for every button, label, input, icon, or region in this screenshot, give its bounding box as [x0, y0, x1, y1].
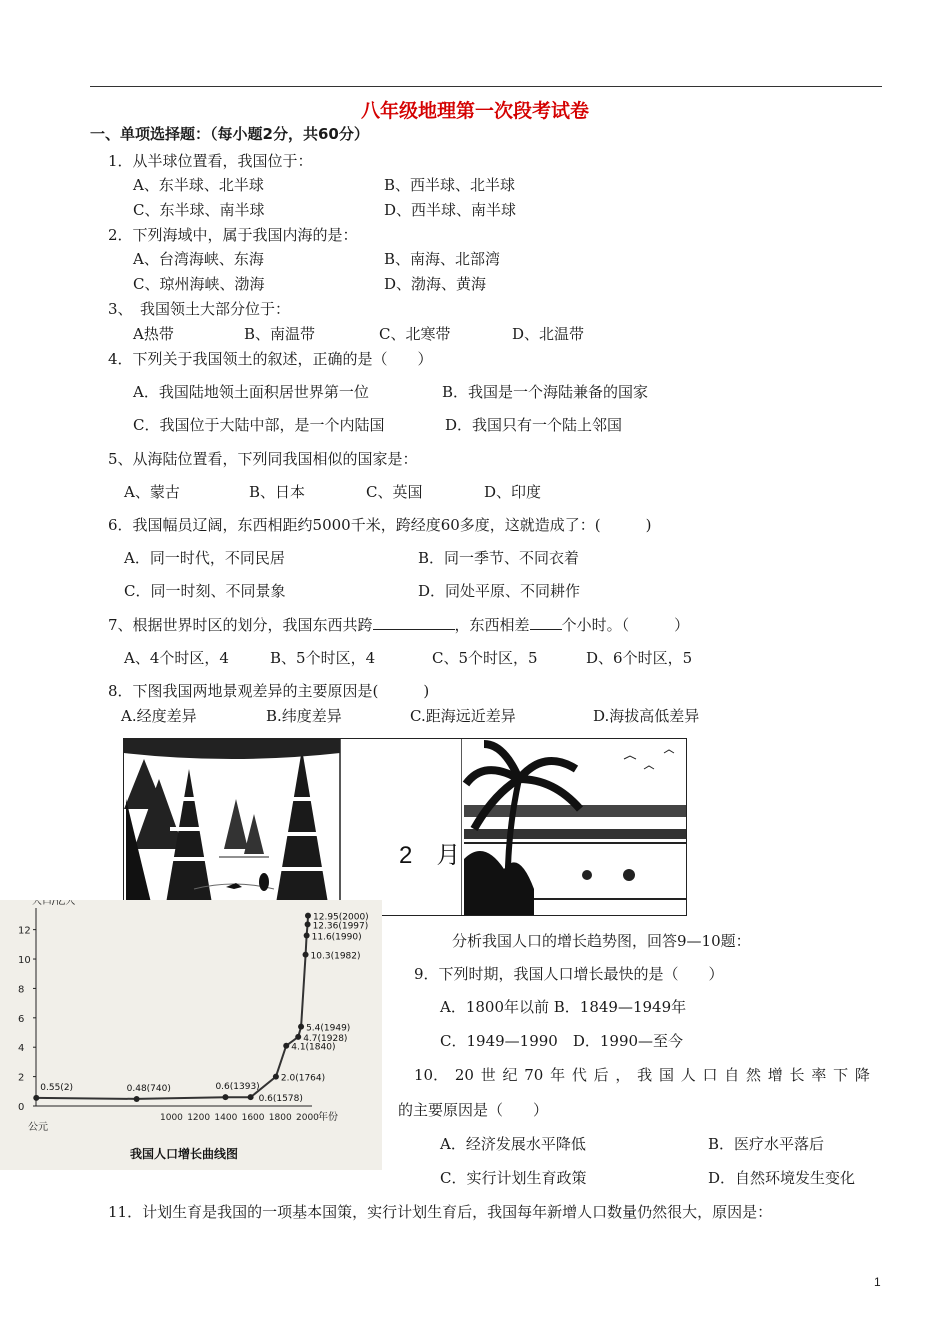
question-10-option-d: D．自然环境发生变化: [708, 1169, 856, 1187]
question-5-stem: 5、从海陆位置看，下列同我国相似的国家是：: [108, 450, 418, 468]
data-point: [134, 1096, 140, 1102]
question-5-option-c: C、英国: [366, 483, 423, 501]
question-9-options-ab: A．1800年以前 B．1849—1949年: [440, 998, 687, 1016]
question-10-option-a: A．经济发展水平降低: [440, 1135, 586, 1153]
data-point: [295, 1034, 301, 1040]
answer-blank: [373, 615, 455, 630]
x-tick-label: 1800: [268, 1113, 292, 1123]
population-curve: [36, 916, 308, 1099]
data-label: 0.6(1578): [258, 1094, 303, 1105]
question-5-option-a: A、蒙古: [124, 483, 180, 501]
y-tick-label: 12: [18, 925, 31, 937]
question-5-option-b: B、日本: [249, 483, 306, 501]
question-11-stem: 11．计划生育是我国的一项基本国策，实行计划生育后，我国每年新增人口数量仍然很大，原因是：: [108, 1203, 773, 1221]
data-point: [298, 1024, 304, 1030]
section-heading: 一、单项选择题：（每小题2分，共60分）: [90, 125, 369, 143]
question-8-option-a: A.经度差异: [121, 707, 197, 725]
data-label: 5.4(1949): [306, 1023, 351, 1034]
data-label: 0.6(1393): [215, 1082, 260, 1093]
question-6-option-d: D．同处平原、不同耕作: [418, 582, 581, 600]
question-7-stem-part-2: ，东西相差: [454, 616, 530, 634]
question-4-option-b: B．我国是一个海陆兼备的国家: [442, 383, 649, 401]
question-2-stem: 2．下列海域中，属于我国内海的是：: [108, 226, 358, 244]
data-label: 0.48(740): [126, 1083, 171, 1094]
question-2-option-a: A、台湾海峡、东海: [133, 250, 264, 268]
question-7-stem: [108, 614, 689, 635]
data-label: 12.36(1997): [312, 921, 369, 932]
y-tick-label: 6: [18, 1013, 25, 1025]
question-4-stem: 4．下列关于我国领土的叙述，正确的是（ ）: [108, 350, 433, 368]
question-10-option-b: B．医疗水平落后: [708, 1135, 825, 1153]
y-tick-label: 10: [18, 955, 31, 967]
data-point: [222, 1094, 228, 1100]
chart-title: 我国人口增长曲线图: [130, 1147, 239, 1161]
data-label: 11.6(1990): [311, 932, 362, 943]
question-8-option-d: D.海拔高低差异: [593, 707, 700, 725]
y-tick-label: 2: [18, 1072, 25, 1084]
question-8-option-b: B.纬度差异: [266, 707, 342, 725]
data-label: 2.0(1764): [280, 1073, 326, 1084]
question-7-stem-part-1: 7、根据世界时区的划分，我国东西共跨: [108, 616, 373, 634]
question-2-option-b: B、南海、北部湾: [384, 250, 501, 268]
answer-blank: [530, 615, 562, 630]
question-8-option-c: C.距海远近差异: [410, 707, 516, 725]
question-4-option-d: D．我国只有一个陆上邻国: [445, 416, 623, 434]
question-6-option-b: B．同一季节、不同衣着: [418, 549, 580, 567]
data-point: [305, 913, 311, 919]
data-point: [304, 933, 310, 939]
data-label: 0.55(2): [40, 1082, 74, 1093]
data-label: 4.7(1928): [303, 1033, 348, 1044]
x-tick-label: 2000: [296, 1113, 319, 1123]
data-point: [248, 1094, 254, 1100]
question-6-option-a: A．同一时代，不同民居: [124, 549, 285, 567]
population-growth-chart: [0, 900, 382, 1170]
question-10-stem-continued: 的主要原因是（ ）: [398, 1101, 549, 1119]
data-point: [305, 921, 311, 927]
x-tick-label: 1400: [214, 1113, 238, 1123]
header-rule: [90, 86, 882, 87]
landscape-comparison-figure: [123, 738, 687, 916]
intro-questions-9-10: 分析我国人口的增长趋势图，回答9—10题：: [452, 932, 751, 950]
y-tick-label: 0: [18, 1102, 25, 1113]
question-1-stem: 1．从半球位置看，我国位于：: [108, 152, 313, 170]
question-6-stem: 6．我国幅员辽阔，东西相距约5000千米，跨经度60多度，这就造成了：( ): [108, 516, 652, 534]
data-point: [273, 1074, 279, 1080]
data-point: [283, 1043, 289, 1049]
data-label: 10.3(1982): [310, 951, 361, 962]
question-3-option-a: A热带: [133, 325, 174, 343]
data-point: [33, 1095, 39, 1101]
question-10-stem: 10． 20 世 纪 70 年 代 后 ， 我 国 人 口 自 然 增 长 率 下 降: [414, 1066, 870, 1084]
data-label: 12.95(2000): [313, 912, 369, 923]
y-tick-label: 4: [18, 1043, 25, 1055]
question-8-stem: 8．下图我国两地景观差异的主要原因是( ): [108, 682, 430, 700]
data-point: [303, 952, 309, 958]
x-tick-label: 1200: [187, 1113, 211, 1123]
question-3-option-d: D、北温带: [512, 325, 585, 343]
question-7-stem-part-3: 个小时。（ ）: [561, 616, 690, 634]
question-4-option-c: C．我国位于大陆中部，是一个内陆国: [133, 416, 385, 434]
question-3-option-c: C、北寒带: [379, 325, 451, 343]
question-7-option-b: B、5个时区，4: [270, 649, 376, 667]
x-axis-label: 年份: [318, 1112, 338, 1123]
question-1-option-a: A、东半球、北半球: [133, 176, 264, 194]
question-9-stem: 9．下列时期，我国人口增长最快的是（ ）: [414, 965, 724, 983]
question-3-stem: 3、 我国领土大部分位于：: [108, 300, 291, 318]
y-tick-label: 8: [18, 984, 25, 996]
snowy-forest-scene: [124, 739, 340, 915]
question-2-option-c: C、琼州海峡、渤海: [133, 275, 265, 293]
question-6-option-c: C．同一时刻、不同景象: [124, 582, 286, 600]
x-tick-label-origin: 公元: [28, 1122, 48, 1133]
tropical-coast-scene: [462, 739, 686, 915]
x-tick-label: 1000: [160, 1113, 183, 1123]
landscape-drawing: [124, 739, 686, 915]
question-5-option-d: D、印度: [484, 483, 542, 501]
question-2-option-d: D、渤海、黄海: [384, 275, 487, 293]
question-7-option-c: C、5个时区，5: [432, 649, 538, 667]
question-1-option-b: B、西半球、北半球: [384, 176, 516, 194]
month-label: 2 月: [399, 842, 461, 869]
page-title: 八年级地理第一次段考试卷: [360, 100, 589, 122]
y-axis-label: 人口/亿人: [32, 900, 76, 907]
question-1-option-d: D、西半球、南半球: [384, 201, 517, 219]
question-1-option-c: C、东半球、南半球: [133, 201, 265, 219]
question-9-options-cd: C．1949—1990 D．1990—至今: [440, 1032, 684, 1050]
question-4-option-a: A．我国陆地领土面积居世界第一位: [133, 383, 369, 401]
data-label: 4.1(1840): [291, 1042, 336, 1053]
question-7-option-d: D、6个时区，5: [586, 649, 693, 667]
population-chart-svg: [0, 900, 382, 1170]
question-7-option-a: A、4个时区，4: [124, 649, 229, 667]
question-3-option-b: B、南温带: [244, 325, 316, 343]
x-tick-label: 1600: [241, 1113, 265, 1123]
page-number: 1: [874, 1275, 881, 1289]
question-10-option-c: C．实行计划生育政策: [440, 1169, 587, 1187]
